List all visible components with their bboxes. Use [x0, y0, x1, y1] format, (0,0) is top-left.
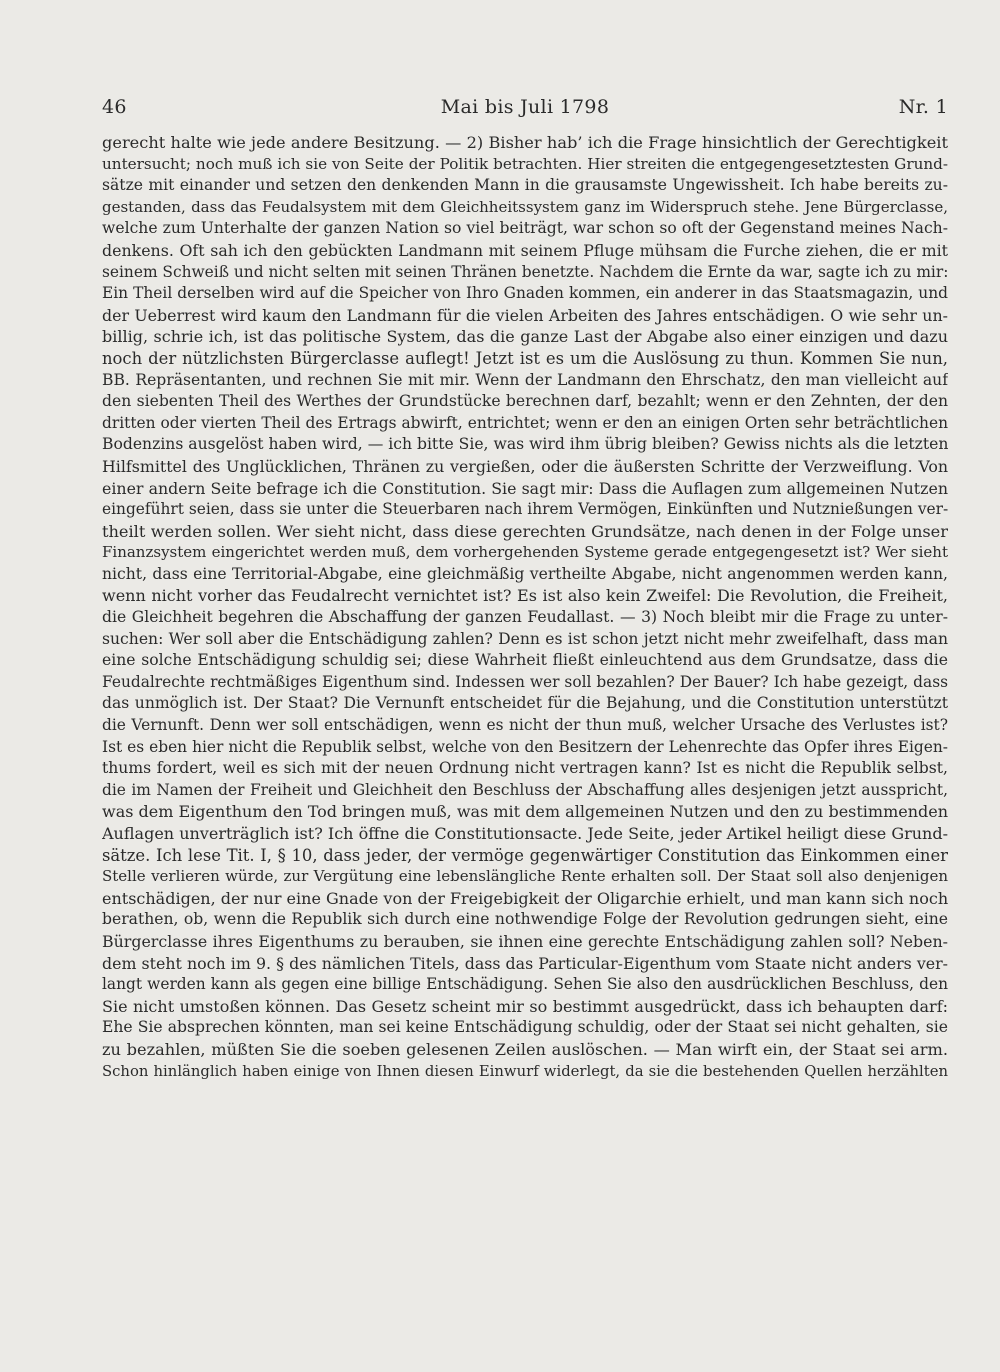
text-line: Finanzsystem eingerichtet werden muß, dem vorhergehenden Systeme gerade entgegengesetzt ist? Wer sieht	[102, 543, 948, 562]
text-line: Bodenzins ausgelöst haben wird, — ich bitte Sie, was wird ihm übrig bleiben? Gewiss nichts als die letzten	[102, 435, 948, 454]
text-line: Ist es eben hier nicht die Republik selbst, welche von den Besitzern der Lehenrechte das Opfer ihres Eigen-	[102, 737, 948, 756]
text-line: thums fordert, weil es sich mit der neuen Ordnung nicht vertragen kann? Ist es nicht die Republik selbst,	[102, 759, 948, 778]
text-line: der Ueberrest wird kaum den Landmann für die vielen Arbeiten des Jahres entschädigen. O wie sehr un-	[102, 305, 948, 325]
text-line: Ehe Sie absprechen könnten, man sei keine Entschädigung schuldig, oder der Staat sei nicht gehalten, sie	[102, 1018, 948, 1037]
body-text	[102, 132, 948, 1082]
text-line: denkens. Oft sah ich den gebückten Landmann mit seinem Pfluge mühsam die Furche ziehen, die er mit	[102, 240, 948, 260]
text-line: welche zum Unterhalte der ganzen Nation so viel beiträgt, war schon so oft der Gegenstand meines Nach-	[102, 219, 948, 238]
text-line: Auflagen unverträglich ist? Ich öffne die Constitutionsacte. Jede Seite, jeder Artikel heiligt diese Grund-	[102, 824, 948, 843]
page-number: 46	[102, 96, 127, 118]
text-line: billig, schrie ich, ist das politische System, das die ganze Last der Abgabe also einer einzigen und dazu	[102, 327, 948, 347]
text-line: einer andern Seite befrage ich die Constitution. Sie sagt mir: Dass die Auflagen zum allgemeinen Nutzen	[102, 478, 948, 498]
text-line: das unmöglich ist. Der Staat? Die Vernunft entscheidet für die Bejahung, und die Constitution unterstützt	[102, 694, 948, 713]
text-line: dritten oder vierten Theil des Ertrags abwirft, entrichtet; wenn er den an einigen Orten sehr beträchtlichen	[102, 413, 948, 432]
text-line: noch der nützlichsten Bürgerclasse auflegt! Jetzt ist es um die Auslösung zu thun. Kommen Sie nun,	[102, 348, 948, 368]
text-line: theilt werden sollen. Wer sieht nicht, dass diese gerechten Grundsätze, nach denen in der Folge unser	[102, 521, 948, 541]
text-line: sätze mit einander und setzen den denkenden Mann in die grausamste Ungewissheit. Ich habe bereits zu-	[102, 176, 948, 195]
text-line: die im Namen der Freiheit und Gleichheit den Beschluss der Abschaffung alles desjenigen jetzt ausspricht,	[102, 780, 948, 799]
text-line: Ein Theil derselben wird auf die Speicher von Ihro Gnaden kommen, ein anderer in das Staatsmagazin, und	[102, 284, 948, 303]
text-line: Feudalrechte rechtmäßiges Eigenthum sind. Indessen wer soll bezahlen? Der Bauer? Ich habe gezeigt, dass	[102, 672, 948, 691]
text-line: die Gleichheit begehren die Abschaffung der ganzen Feudallast. — 3) Noch bleibt mir die Frage zu unter-	[102, 608, 948, 627]
text-line: dem steht noch im 9. § des nämlichen Titels, dass das Particular-Eigenthum vom Staate nicht anders ver-	[102, 953, 948, 973]
text-line: entschädigen, der nur eine Gnade von der Freigebigkeit der Oligarchie erhielt, und man kann sich noch	[102, 888, 948, 908]
text-line: Schon hinlänglich haben einige von Ihnen diesen Einwurf widerlegt, da sie die bestehenden Quellen herzählten	[102, 1062, 948, 1080]
text-line: zu bezahlen, müßten Sie die soeben gelesenen Zeilen auslöschen. — Man wirft ein, der Staat sei arm.	[102, 1039, 948, 1059]
text-line: sätze. Ich lese Tit. I, § 10, dass jeder, der vermöge gegenwärtiger Constitution das Einkommen einer	[102, 845, 948, 865]
text-line: was dem Eigenthum den Tod bringen muß, was mit dem allgemeinen Nutzen und den zu bestimmenden	[102, 802, 948, 822]
text-line: Sie nicht umstoßen können. Das Gesetz scheint mir so bestimmt ausgedrückt, dass ich behaupten darf:	[102, 996, 948, 1016]
text-line: seinem Schweiß und nicht selten mit seinen Thränen benetzte. Nachdem die Ernte da war, sagte ich zu mir:	[102, 262, 948, 281]
text-line: suchen: Wer soll aber die Entschädigung zahlen? Denn es ist schon jetzt nicht mehr zweifelhaft, dass man	[102, 629, 948, 648]
text-line: berathen, ob, wenn die Republik sich durch eine nothwendige Folge der Revolution gedrungen sieht, eine	[102, 910, 948, 929]
text-line: den siebenten Theil des Werthes der Grundstücke berechnen darf, bezahlt; wenn er den Zehnten, der den	[102, 392, 948, 411]
text-line: untersucht; noch muß ich sie von Seite der Politik betrachten. Hier streiten die entgegengesetztesten Grund-	[102, 154, 948, 173]
text-line: gestanden, dass das Feudalsystem mit dem Gleichheitssystem ganz im Widerspruch stehe. Jene Bürgerclasse,	[102, 197, 948, 216]
text-line: Bürgerclasse ihres Eigenthums zu berauben, sie ihnen eine gerechte Entschädigung zahlen soll? Neben-	[102, 931, 948, 951]
text-line: Hilfsmittel des Unglücklichen, Thränen zu vergießen, oder die äußersten Schritte der Verzweiflung. Von	[102, 456, 948, 476]
text-line: die Vernunft. Denn wer soll entschädigen, wenn es nicht der thun muß, welcher Ursache des Verlustes ist?	[102, 716, 948, 735]
issue-number: Nr. 1	[898, 96, 948, 118]
text-line: eingeführt seien, dass sie unter die Steuerbaren nach ihrem Vermögen, Einkünften und Nutznießungen ver-	[102, 500, 948, 519]
header-date-range: Mai bis Juli 1798	[440, 96, 610, 118]
text-line: eine solche Entschädigung schuldig sei; diese Wahrheit fließt einleuchtend aus dem Grundsatze, dass die	[102, 651, 948, 670]
text-line: langt werden kann als gegen eine billige Entschädigung. Sehen Sie also den ausdrücklichen Beschluss, den	[102, 975, 948, 994]
running-header	[102, 96, 948, 124]
text-line: BB. Repräsentanten, und rechnen Sie mit mir. Wenn der Landmann den Ehrschatz, den man vielleicht auf	[102, 370, 948, 389]
text-line: nicht, dass eine Territorial-Abgabe, eine gleichmäßig vertheilte Abgabe, nicht angenommen werden kann,	[102, 564, 948, 583]
text-line: wenn nicht vorher das Feudalrecht vernichtet ist? Es ist also kein Zweifel: Die Revolution, die Freiheit,	[102, 586, 948, 606]
text-line: gerecht halte wie jede andere Besitzung. — 2) Bisher hab’ ich die Frage hinsichtlich der Gerechtigkeit	[102, 133, 948, 152]
text-line: Stelle verlieren würde, zur Vergütung eine lebenslängliche Rente erhalten soll. Der Staat soll also denjenigen	[102, 867, 948, 886]
